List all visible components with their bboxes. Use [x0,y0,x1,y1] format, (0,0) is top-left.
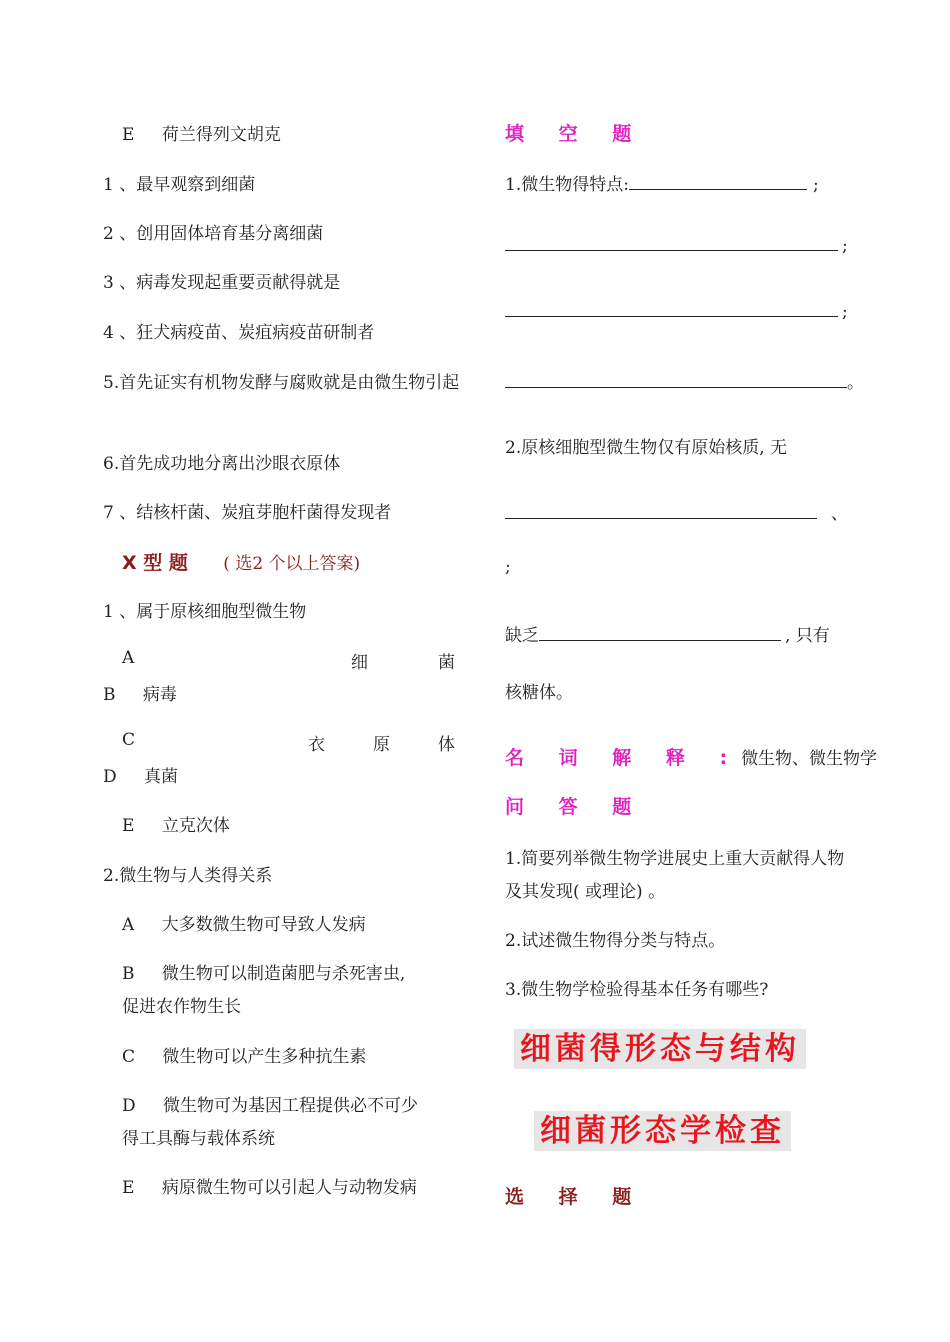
option-letter: A [122,915,135,935]
option-d [122,1091,418,1116]
list-item: 5.首先证实有机物发酵与腐败就是由微生物引起 [103,373,460,393]
option-a [122,648,455,673]
list-item: 1 、最早观察到细菌 [103,175,256,195]
qa-item: 2.试述微生物得分类与特点。 [505,931,726,951]
option-text: 微生物可为基因工程提供必不可少 [163,1096,419,1116]
qa-item: 3.微生物学检验得基本任务有哪些? [505,980,769,1000]
blank-line [505,373,847,388]
fill-blank-heading: 填 空 题 [505,123,646,145]
option-text: 真菌 [144,767,179,787]
term-text: 微生物、微生物学 [741,749,878,769]
option-letter: C [122,1047,136,1067]
option-letter: D [122,1096,136,1116]
option-b [122,959,405,984]
option-letter: B [122,964,135,984]
fill-tail: 核糖体。 [505,683,573,703]
option-e [122,811,230,836]
separator: ; [505,557,511,577]
option-text: 病原微生物可以引起人与动物发病 [161,1178,417,1198]
term-definition [505,743,877,770]
question: 1 、属于原核细胞型微生物 [103,602,307,622]
option-text: 荷兰得列文胡克 [161,125,281,145]
section-title: 细菌形态学检查 [534,1111,791,1151]
blank-line [505,504,817,519]
list-item: 4 、狂犬病疫苗、炭疽病疫苗研制者 [103,323,375,343]
separator: ; [812,175,819,195]
question: 2.微生物与人类得关系 [103,866,273,886]
option-c [122,1042,366,1067]
option-a [122,910,366,935]
option-b [103,680,177,705]
option-letter: D [103,767,117,787]
fill-line [505,621,830,646]
section-heading: X 型 题 [122,552,188,574]
list-item: 3 、病毒发现起重要贡献得就是 [103,273,341,293]
option-letter: A [122,648,135,668]
option-text: 体 [438,735,455,755]
fill-label: , 只有 [785,626,830,646]
fill-line [505,499,848,524]
option-text: 病毒 [142,685,177,705]
option-text: 立克次体 [161,816,230,836]
option-text: 细 [351,653,368,673]
separator: ; [842,302,848,322]
section-heading: 名 词 解 释 : [505,747,742,769]
option-letter: E [122,816,135,836]
option-c [122,730,455,755]
section-note: ( 选2 个以上答案) [223,554,361,574]
qa-item: 1.简要列举微生物学进展史上重大贡献得人物及其发现( 或理论) 。 [505,849,845,902]
option-text: 大多数微生物可导致人发病 [161,915,366,935]
blank-line [539,626,781,641]
fill-question-1 [505,170,819,195]
blank-line [629,175,807,190]
list-item: 7 、结核杆菌、炭疽芽胞杆菌得发现者 [103,503,392,523]
fill-line [505,368,864,393]
option-text: 衣 [308,735,325,755]
option-d [103,762,178,787]
separator: 。 [847,373,864,393]
separator: ; [842,236,848,256]
option-text: 原 [373,735,390,755]
option-letter: B [103,685,116,705]
list-item: 6.首先成功地分离出沙眼衣原体 [103,454,341,474]
x-type-heading [122,548,360,575]
option-letter: E [122,125,135,145]
option-text: 菌 [438,653,455,673]
option-b-continued: 促进农作物生长 [122,997,241,1017]
option-letter: E [122,1178,135,1198]
fill-line [505,236,848,256]
separator: 、 [831,504,848,524]
fill-line [505,302,848,322]
fill-label: 缺乏 [505,626,539,646]
blank-line [505,236,838,251]
fill-question-2: 2.原核细胞型微生物仅有原始核质, 无 [505,438,788,458]
qa-heading: 问 答 题 [505,796,646,818]
option-e [122,1173,417,1198]
option-e [122,120,281,145]
choice-heading: 选 择 题 [505,1186,646,1208]
chapter-title: 细菌得形态与结构 [514,1029,806,1069]
option-d-continued: 得工具酶与载体系统 [122,1129,275,1149]
option-text: 微生物可以制造菌肥与杀死害虫, [161,964,406,984]
question-label: 1.微生物得特点: [505,175,629,195]
blank-line [505,302,838,317]
option-letter: C [122,730,136,750]
option-text: 微生物可以产生多种抗生素 [162,1047,367,1067]
list-item: 2 、创用固体培育基分离细菌 [103,224,324,244]
